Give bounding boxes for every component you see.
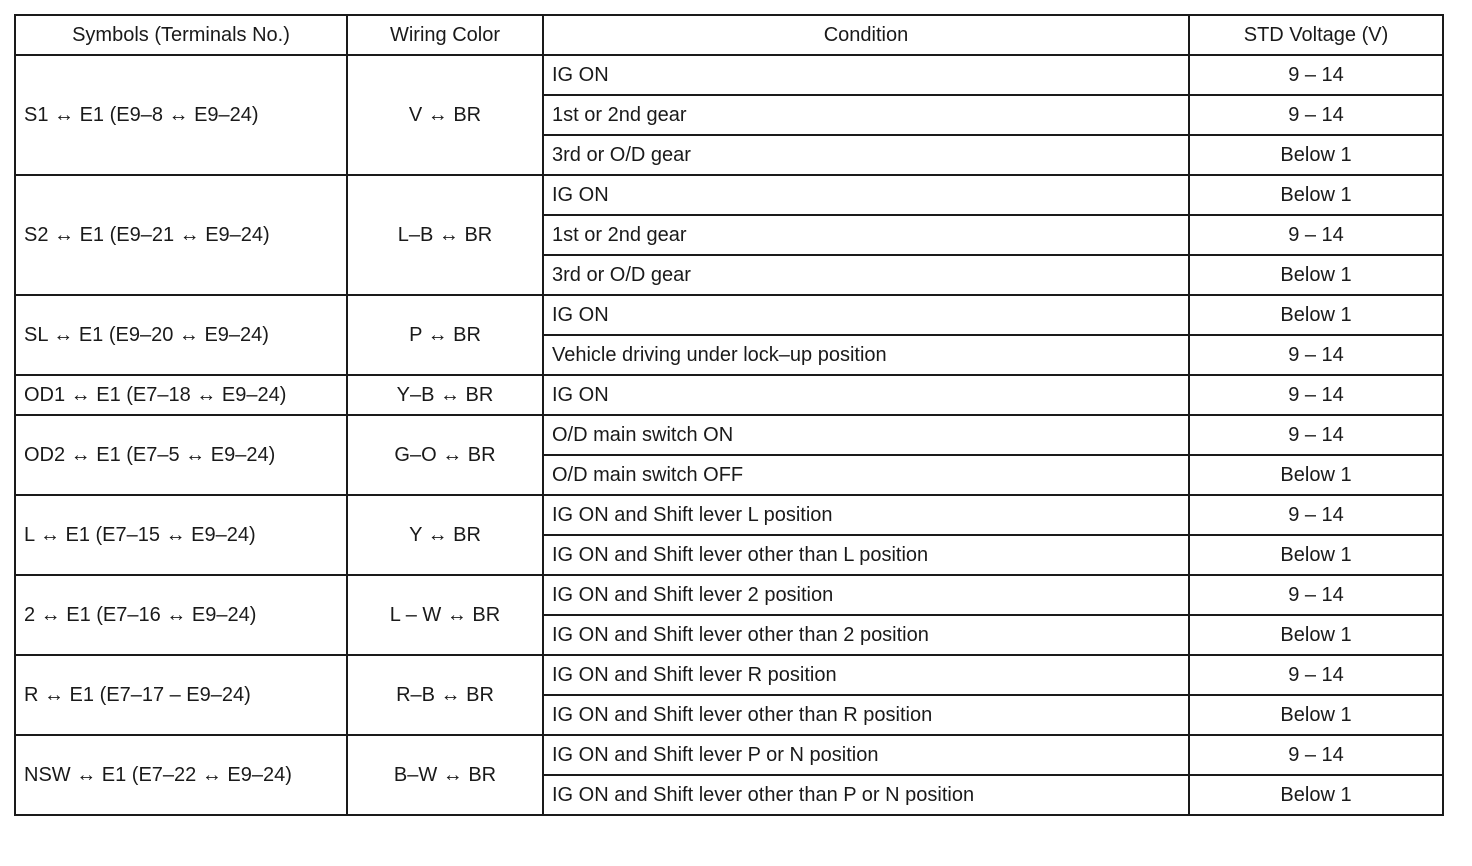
table-row: [15, 655, 1443, 695]
condition-cell: 1st or 2nd gear: [543, 215, 1189, 255]
voltage-cell: Below 1: [1189, 295, 1443, 335]
voltage-cell: 9 – 14: [1189, 655, 1443, 695]
voltage-cell: Below 1: [1189, 175, 1443, 215]
voltage-cell: Below 1: [1189, 255, 1443, 295]
voltage-cell: 9 – 14: [1189, 415, 1443, 455]
voltage-cell: Below 1: [1189, 615, 1443, 655]
table-row: [15, 295, 1443, 335]
symbol-cell: OD2 ↔ E1 (E7–5 ↔ E9–24): [15, 415, 347, 495]
table-row: [15, 415, 1443, 455]
wiring-color-cell: B–W ↔ BR: [347, 735, 543, 815]
header-condition: Condition: [543, 15, 1189, 55]
condition-cell: 3rd or O/D gear: [543, 255, 1189, 295]
symbol-cell: R ↔ E1 (E7–17 – E9–24): [15, 655, 347, 735]
voltage-cell: 9 – 14: [1189, 215, 1443, 255]
wiring-color-cell: P ↔ BR: [347, 295, 543, 375]
table-row: [15, 735, 1443, 775]
symbol-cell: 2 ↔ E1 (E7–16 ↔ E9–24): [15, 575, 347, 655]
symbol-cell: OD1 ↔ E1 (E7–18 ↔ E9–24): [15, 375, 347, 415]
voltage-cell: 9 – 14: [1189, 495, 1443, 535]
condition-cell: IG ON and Shift lever L position: [543, 495, 1189, 535]
table-row: [15, 495, 1443, 535]
wiring-color-cell: L – W ↔ BR: [347, 575, 543, 655]
condition-cell: IG ON and Shift lever other than R position: [543, 695, 1189, 735]
voltage-cell: 9 – 14: [1189, 735, 1443, 775]
wiring-color-cell: R–B ↔ BR: [347, 655, 543, 735]
condition-cell: O/D main switch ON: [543, 415, 1189, 455]
condition-cell: IG ON and Shift lever other than L position: [543, 535, 1189, 575]
symbol-cell: S2 ↔ E1 (E9–21 ↔ E9–24): [15, 175, 347, 295]
condition-cell: 3rd or O/D gear: [543, 135, 1189, 175]
condition-cell: IG ON: [543, 375, 1189, 415]
condition-cell: IG ON: [543, 295, 1189, 335]
symbol-cell: SL ↔ E1 (E9–20 ↔ E9–24): [15, 295, 347, 375]
voltage-cell: 9 – 14: [1189, 335, 1443, 375]
condition-cell: IG ON: [543, 55, 1189, 95]
voltage-cell: Below 1: [1189, 775, 1443, 815]
symbol-cell: L ↔ E1 (E7–15 ↔ E9–24): [15, 495, 347, 575]
wiring-color-cell: L–B ↔ BR: [347, 175, 543, 295]
voltage-cell: Below 1: [1189, 455, 1443, 495]
header-row: [15, 15, 1443, 55]
header-symbols: Symbols (Terminals No.): [15, 15, 347, 55]
table-row: [15, 55, 1443, 95]
wiring-color-cell: V ↔ BR: [347, 55, 543, 175]
terminal-voltage-table-container: [14, 14, 1442, 816]
voltage-cell: Below 1: [1189, 695, 1443, 735]
wiring-color-cell: G–O ↔ BR: [347, 415, 543, 495]
condition-cell: IG ON and Shift lever R position: [543, 655, 1189, 695]
wiring-color-cell: Y–B ↔ BR: [347, 375, 543, 415]
condition-cell: 1st or 2nd gear: [543, 95, 1189, 135]
condition-cell: IG ON and Shift lever other than P or N position: [543, 775, 1189, 815]
voltage-cell: Below 1: [1189, 135, 1443, 175]
table-row: [15, 375, 1443, 415]
condition-cell: IG ON and Shift lever 2 position: [543, 575, 1189, 615]
table-body: [15, 55, 1443, 815]
condition-cell: Vehicle driving under lock–up position: [543, 335, 1189, 375]
condition-cell: O/D main switch OFF: [543, 455, 1189, 495]
wiring-color-cell: Y ↔ BR: [347, 495, 543, 575]
terminal-voltage-table: [14, 14, 1444, 816]
table-row: [15, 575, 1443, 615]
voltage-cell: 9 – 14: [1189, 575, 1443, 615]
voltage-cell: Below 1: [1189, 535, 1443, 575]
table-header: [15, 15, 1443, 55]
voltage-cell: 9 – 14: [1189, 375, 1443, 415]
header-std-voltage: STD Voltage (V): [1189, 15, 1443, 55]
symbol-cell: NSW ↔ E1 (E7–22 ↔ E9–24): [15, 735, 347, 815]
voltage-cell: 9 – 14: [1189, 95, 1443, 135]
condition-cell: IG ON: [543, 175, 1189, 215]
condition-cell: IG ON and Shift lever P or N position: [543, 735, 1189, 775]
table-row: [15, 175, 1443, 215]
voltage-cell: 9 – 14: [1189, 55, 1443, 95]
symbol-cell: S1 ↔ E1 (E9–8 ↔ E9–24): [15, 55, 347, 175]
header-wiring-color: Wiring Color: [347, 15, 543, 55]
condition-cell: IG ON and Shift lever other than 2 position: [543, 615, 1189, 655]
